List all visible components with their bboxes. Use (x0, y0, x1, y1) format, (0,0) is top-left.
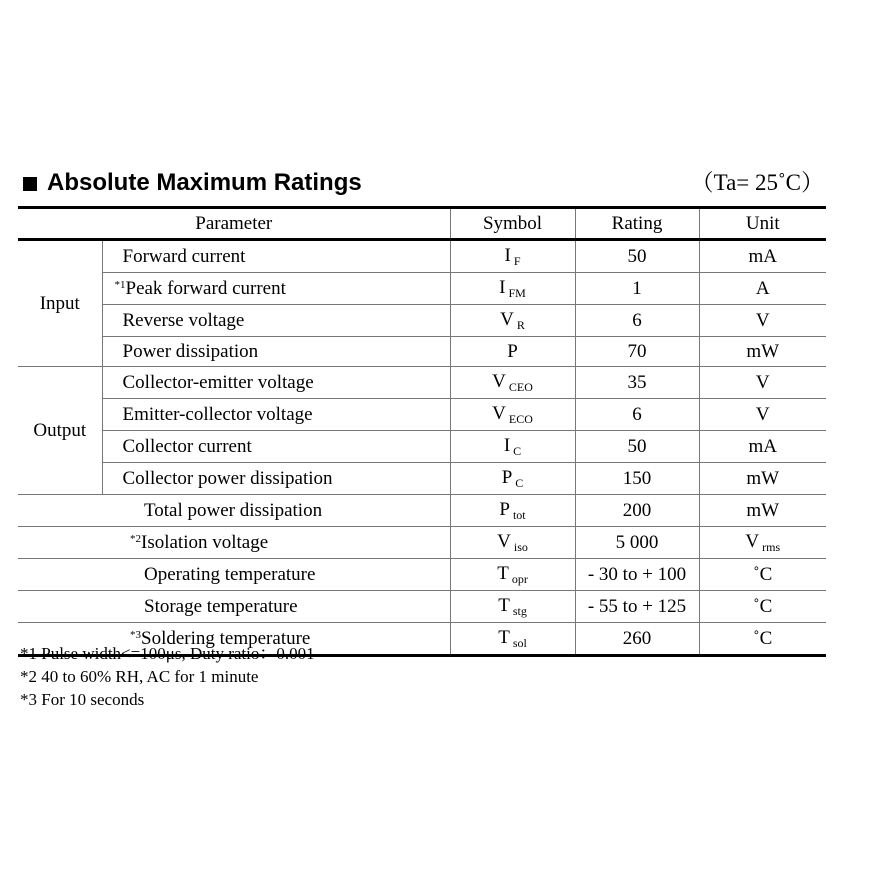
symbol-subscript: FM (508, 286, 526, 300)
unit-main: V (755, 372, 770, 393)
unit-cell (699, 559, 826, 591)
symbol-subscript: tot (512, 508, 526, 522)
rating-cell: 1 (575, 273, 699, 305)
symbol-main: T (498, 627, 510, 648)
symbol-main: I (503, 435, 511, 456)
param-name: Total power dissipation (144, 500, 323, 521)
unit-main: V (755, 404, 770, 425)
section-title: Absolute Maximum Ratings (47, 169, 362, 196)
symbol-subscript: sol (512, 636, 527, 650)
unit-main: mW (746, 468, 780, 489)
table-row (18, 463, 826, 495)
rating-cell: - 30 to + 100 (575, 559, 699, 591)
param-name: Soldering temperature (141, 628, 311, 649)
table-row (18, 337, 826, 367)
unit-cell (699, 399, 826, 431)
rating-cell: 260 (575, 623, 699, 656)
param-name: Forward current (122, 246, 246, 267)
unit-cell (699, 305, 826, 337)
unit-cell (699, 591, 826, 623)
unit-cell (699, 463, 826, 495)
footnote-1: *1 Pulse width<=100μs, Duty ratio：0.001 (20, 644, 315, 663)
unit-cell (699, 527, 826, 559)
symbol-cell (450, 399, 575, 431)
symbol-main: V (500, 309, 514, 330)
unit-cell (699, 240, 826, 273)
param-cell (18, 591, 450, 623)
footnote-3: *3 For 10 seconds (20, 690, 145, 709)
table-row (18, 495, 826, 527)
param-cell (102, 273, 450, 305)
symbol-cell (450, 527, 575, 559)
symbol-cell (450, 559, 575, 591)
rating-cell: 50 (575, 431, 699, 463)
symbol-subscript: CEO (508, 380, 533, 394)
param-name: Isolation voltage (141, 532, 269, 553)
table-header-row (18, 208, 826, 240)
footnotes (20, 642, 315, 711)
param-name: Emitter-collector voltage (122, 404, 313, 425)
header-symbol: Symbol (450, 208, 575, 240)
table-row (18, 367, 826, 399)
symbol-cell (450, 591, 575, 623)
symbol-cell (450, 337, 575, 367)
table-row (18, 591, 826, 623)
unit-cell (699, 273, 826, 305)
unit-cell (699, 431, 826, 463)
param-cell (18, 559, 450, 591)
rating-cell: 150 (575, 463, 699, 495)
unit-main: mA (748, 246, 778, 267)
param-cell (102, 463, 450, 495)
symbol-subscript: iso (513, 540, 528, 554)
title-row (20, 166, 826, 200)
symbol-main: V (497, 531, 511, 552)
footnote-mark: *3 (130, 629, 141, 641)
unit-main: ˚C (753, 596, 773, 617)
symbol-cell (450, 495, 575, 527)
param-cell (18, 527, 450, 559)
symbol-subscript: C (513, 444, 522, 458)
header-rating: Rating (575, 208, 699, 240)
table-row (18, 399, 826, 431)
table-row (18, 305, 826, 337)
symbol-main: T (497, 563, 509, 584)
symbol-subscript: opr (511, 572, 528, 586)
symbol-main: V (492, 371, 506, 392)
header-parameter: Parameter (18, 208, 450, 240)
rating-cell: 6 (575, 399, 699, 431)
param-name: Operating temperature (144, 564, 316, 585)
param-cell (102, 337, 450, 367)
symbol-subscript: F (513, 254, 521, 268)
unit-cell (699, 623, 826, 656)
unit-main: ˚C (753, 564, 773, 585)
table-row (18, 273, 826, 305)
header-unit: Unit (699, 208, 826, 240)
symbol-main: I (504, 245, 511, 266)
footnote-mark: *1 (114, 279, 126, 291)
table-row (18, 527, 826, 559)
param-name: Collector power dissipation (122, 468, 333, 489)
unit-main: A (755, 278, 770, 299)
symbol-cell (450, 623, 575, 656)
param-cell (102, 399, 450, 431)
param-name: Storage temperature (144, 596, 298, 617)
symbol-main: V (492, 403, 506, 424)
footnote-mark: *2 (130, 533, 141, 545)
unit-cell (699, 337, 826, 367)
unit-main: mA (748, 436, 778, 457)
rating-cell: 6 (575, 305, 699, 337)
param-name: Collector-emitter voltage (122, 372, 314, 393)
symbol-subscript: ECO (508, 412, 533, 426)
rating-cell: 5 000 (575, 527, 699, 559)
param-cell (102, 367, 450, 399)
group-label-input: Input (18, 240, 102, 367)
unit-main: mW (746, 500, 780, 521)
group-label-output: Output (18, 367, 102, 495)
symbol-subscript: stg (512, 604, 527, 618)
param-name: Collector current (122, 436, 252, 457)
param-cell (102, 240, 450, 273)
param-cell (102, 431, 450, 463)
rating-cell: 50 (575, 240, 699, 273)
symbol-subscript: R (516, 318, 525, 332)
rating-cell: 35 (575, 367, 699, 399)
footnote-2: *2 40 to 60% RH, AC for 1 minute (20, 667, 259, 686)
symbol-cell (450, 431, 575, 463)
unit-main: V (755, 310, 770, 331)
unit-main: mW (746, 341, 780, 362)
symbol-main: P (501, 467, 513, 488)
param-name: Peak forward current (125, 278, 286, 299)
symbol-subscript: C (515, 476, 524, 490)
symbol-main: I (499, 277, 506, 298)
param-cell (102, 305, 450, 337)
temperature-condition: （Ta= 25˚C） (690, 170, 824, 195)
symbol-cell (450, 273, 575, 305)
symbol-cell (450, 367, 575, 399)
symbol-cell (450, 240, 575, 273)
symbol-cell (450, 305, 575, 337)
unit-cell (699, 367, 826, 399)
table-row (18, 559, 826, 591)
unit-main: ˚C (753, 628, 773, 649)
rating-cell: - 55 to + 125 (575, 591, 699, 623)
unit-cell (699, 495, 826, 527)
rating-cell: 70 (575, 337, 699, 367)
rating-cell: 200 (575, 495, 699, 527)
symbol-cell (450, 463, 575, 495)
unit-subscript: rms (762, 540, 781, 554)
bullet-square-icon (23, 177, 37, 191)
param-cell (18, 495, 450, 527)
param-name: Power dissipation (122, 341, 259, 362)
symbol-main: T (498, 595, 510, 616)
symbol-main: P (499, 499, 510, 520)
param-name: Reverse voltage (122, 310, 245, 331)
ratings-table (18, 206, 826, 657)
table-row (18, 240, 826, 273)
unit-main: V (745, 531, 760, 552)
table-row (18, 431, 826, 463)
symbol-main: P (507, 341, 518, 362)
